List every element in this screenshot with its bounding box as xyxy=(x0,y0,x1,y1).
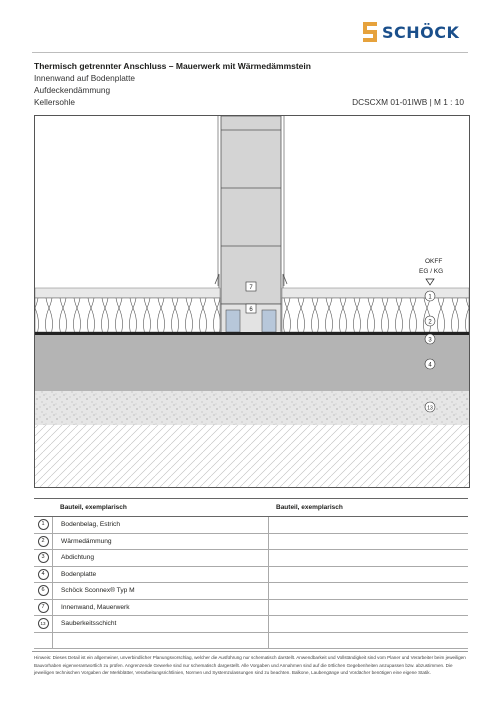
legend-header-left: Bauteil, exemplarisch xyxy=(34,499,252,517)
subtitle-line-1: Innenwand auf Bodenplatte xyxy=(34,73,136,83)
table-row xyxy=(34,534,252,551)
legend-table-right xyxy=(250,498,468,649)
level-triangle-icon xyxy=(426,279,434,285)
table-row xyxy=(250,550,468,567)
table-row xyxy=(34,550,252,567)
table-row xyxy=(250,567,468,584)
row-number: 3 xyxy=(38,552,49,563)
page-title: Thermisch getrennter Anschluss – Mauerwerk mit Wärmedämmstein xyxy=(34,61,311,71)
row-number: 13 xyxy=(38,618,49,629)
table-row xyxy=(34,567,252,584)
detail-drawing-svg xyxy=(35,116,469,487)
table-row xyxy=(250,600,468,617)
callout-2: 2 xyxy=(428,319,432,326)
callout-1: 1 xyxy=(428,294,432,301)
row-label: Innenwand, Mauerwerk xyxy=(61,603,130,611)
row-label: Bodenbelag, Estrich xyxy=(61,521,121,529)
legend-table-left xyxy=(34,498,252,649)
footer-divider xyxy=(32,651,468,652)
header-divider xyxy=(32,52,468,53)
row-label: Bodenplatte xyxy=(61,570,97,578)
subtitle-line-2: Aufdeckendämmung xyxy=(34,85,111,95)
row-label: Wärmedämmung xyxy=(61,537,112,545)
callout-4: 4 xyxy=(428,362,432,369)
row-number: 1 xyxy=(38,519,49,530)
table-row xyxy=(250,517,468,534)
level-label-okff: OKFF xyxy=(425,258,443,265)
row-number: 2 xyxy=(38,536,49,547)
callout-6: 6 xyxy=(249,307,253,313)
table-row xyxy=(34,633,252,650)
table-row xyxy=(34,517,252,534)
row-number: 4 xyxy=(38,569,49,580)
schoeck-logo-mark-icon xyxy=(363,22,377,42)
row-label: Abdichtung xyxy=(61,554,94,562)
table-row xyxy=(250,616,468,633)
detail-drawing xyxy=(34,115,470,488)
table-row xyxy=(34,600,252,617)
brand-name: SCHÖCK xyxy=(382,22,460,42)
table-row xyxy=(250,633,468,650)
legend-header-right: Bauteil, exemplarisch xyxy=(250,499,468,517)
table-row xyxy=(250,583,468,600)
row-number: 6 xyxy=(38,585,49,596)
row-label: Schöck Sconnex® Typ M xyxy=(61,587,135,595)
callout-13: 13 xyxy=(427,405,433,412)
level-label-eg-kg: EG / KG xyxy=(419,268,444,275)
callout-3: 3 xyxy=(428,337,432,344)
schoeck-logo xyxy=(363,20,459,44)
table-row xyxy=(250,534,468,551)
row-label: Sauberkeitsschicht xyxy=(61,620,117,628)
disclaimer-note: Hinweis: Dieses Detail ist ein allgemeiner, unverbindlicher Planungsvorschlag, welcher die Ausführung nur schematisch darstellt. Anwendbarkeit und Vollständigkeit sind vom Planer und Verarbeiter beim jeweiligen Bauvorhaben eigenverantwortlich zu prüfen. Angrenzende Gewerke sind nur schematisch dargestellt. Alle Vorgaben und Annahmen sind auf die örtlichen Gegebenheiten anzupassen bzw. abzustimmen. Die jeweiligen technischen Vorgaben der Merkblätter, Verarbeitungsrichtlinien, Normen und Systemzulassungen sind zu beachten. Balkone, Laubengänge und Vordächer benötigen eine eigene Statik. xyxy=(34,655,466,676)
row-number: 7 xyxy=(38,602,49,613)
table-row xyxy=(34,583,252,600)
table-row xyxy=(34,616,252,633)
callout-7: 7 xyxy=(249,285,253,291)
document-id-scale: DCSCXM 01-01IWB | M 1 : 10 xyxy=(352,97,464,107)
subtitle-line-3: Kellersohle xyxy=(34,97,76,107)
